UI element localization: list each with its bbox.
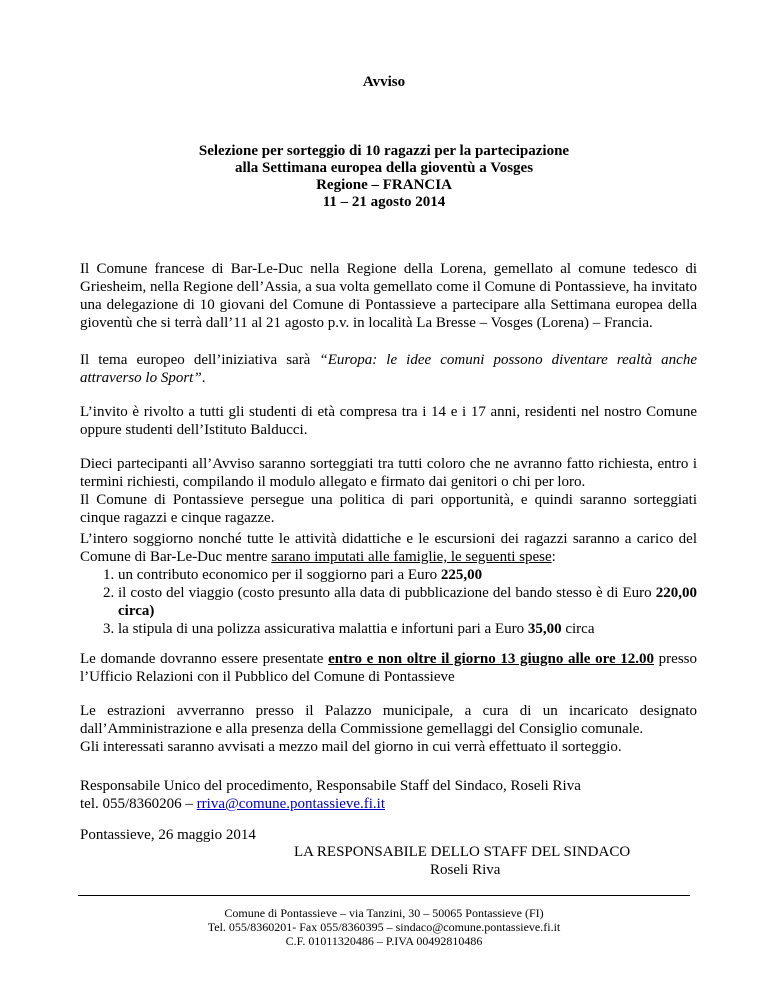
cost-item: 3. la stipula di una polizza assicurativa malattia e infortuni pari a Euro 35,00 circa — [118, 620, 697, 638]
invite-paragraph: L’invito è rivolto a tutti gli studenti di età compresa tra i 14 e i 17 anni, residenti nel nostro Comune oppure studenti dell’Istituto Balducci. — [80, 404, 697, 438]
footer-line: Tel. 055/8360201- Fax 055/8360395 – sindaco@comune.pontassieve.fi.it — [207, 920, 561, 934]
signature-block — [294, 843, 644, 879]
theme-quote: “Europa: le idee comuni possono diventare realtà anche attraverso lo Sport” — [80, 352, 697, 386]
document-title: Avviso — [362, 74, 406, 90]
costs-list — [80, 566, 697, 638]
footer — [0, 906, 768, 948]
signature-role: LA RESPONSABILE DELLO STAFF DEL SINDACO — [294, 844, 631, 860]
subtitle-line: 11 – 21 agosto 2014 — [322, 194, 446, 210]
deadline-highlight: entro e non oltre il giorno 13 giugno alle ore 12.00 — [328, 651, 655, 667]
subtitle-line: Regione – FRANCIA — [316, 177, 452, 193]
email-link[interactable]: rriva@comune.pontassieve.fi.it — [196, 796, 386, 812]
place-date: Pontassieve, 26 maggio 2014 — [80, 827, 256, 843]
cost-item: 1. un contributo economico per il soggiorno pari a Euro 225,00 — [118, 566, 697, 584]
footer-line: Comune di Pontassieve – via Tanzini, 30 – 50065 Pontassieve (FI) — [224, 906, 544, 920]
subtitle-line: Selezione per sorteggio di 10 ragazzi per la partecipazione — [198, 143, 570, 159]
document-subtitle — [0, 143, 768, 211]
intro-paragraph: Il Comune francese di Bar-Le-Duc nella Regione della Lorena, gemellato al comune tedesco di Griesheim, nella Regione dell’Assia, a sua volta gemellato come il Comune di Pontassieve, ha invitato una delegazione di 10 giovani del Comune di Pontassieve a partecipare alla Settimana europea della gioventù che si terrà dall’11 al 21 agosto p.v. in località La Bresse – Vosges (Lorena) – Francia. — [80, 261, 697, 331]
costs-paragraph: L’intero soggiorno nonché tutte le attività didattiche e le escursioni dei ragazzi saranno a carico del Comune di Bar-Le-Duc mentre sarano imputati alle famiglie, le seguenti spese: 1. un contributo economico per il soggiorno pari a Euro 225,00 2. il costo del viaggio (costo presunto alla data di pubblicazione del bando stesso è di Euro 220,00 circa) 3. la stipula di una polizza assicurativa malattia e infortuni pari a Euro 35,00 circa — [80, 530, 697, 638]
cost-item: 2. il costo del viaggio (costo presunto alla data di pubblicazione del bando stesso è di Euro 220,00 circa) — [118, 584, 697, 620]
draw-paragraph: Le estrazioni avverranno presso il Palazzo municipale, a cura di un incaricato designato dall’Amministrazione e alla presenza della Commissione gemellaggi del Consiglio comunale. Gli interessati saranno avvisati a mezzo mail del giorno in cui verrà effettuato il sorteggio. — [80, 703, 697, 755]
participants-paragraph: Dieci partecipanti all’Avviso saranno sorteggiati tra tutti coloro che ne avranno fatto richiesta, entro i termini richiesti, compilando il modulo allegato e firmato dai genitori o chi per loro. Il Comune di Pontassieve persegue una politica di pari opportunità, e quindi saranno sorteggiati cinque ragazzi e cinque ragazze. — [80, 456, 697, 526]
footer-line: C.F. 01011320486 – P.IVA 00492810486 — [285, 934, 483, 948]
contact-paragraph: Responsabile Unico del procedimento, Responsabile Staff del Sindaco, Roseli Riva tel. 055/8360206 – rriva@comune.pontassieve.fi.it — [80, 778, 581, 812]
footer-divider — [78, 895, 690, 896]
costs-underlined: sarano imputati alle famiglie, le seguenti spese — [271, 549, 552, 565]
theme-paragraph: Il tema europeo dell’iniziativa sarà “Europa: le idee comuni possono diventare realtà anche attraverso lo Sport”. — [80, 352, 697, 386]
deadline-paragraph: Le domande dovranno essere presentate entro e non oltre il giorno 13 giugno alle ore 12.00 presso l’Ufficio Relazioni con il Pubblico del Comune di Pontassieve — [80, 651, 698, 685]
subtitle-line: alla Settimana europea della gioventù a Vosges — [234, 160, 534, 176]
signature-name: Roseli Riva — [430, 862, 501, 878]
